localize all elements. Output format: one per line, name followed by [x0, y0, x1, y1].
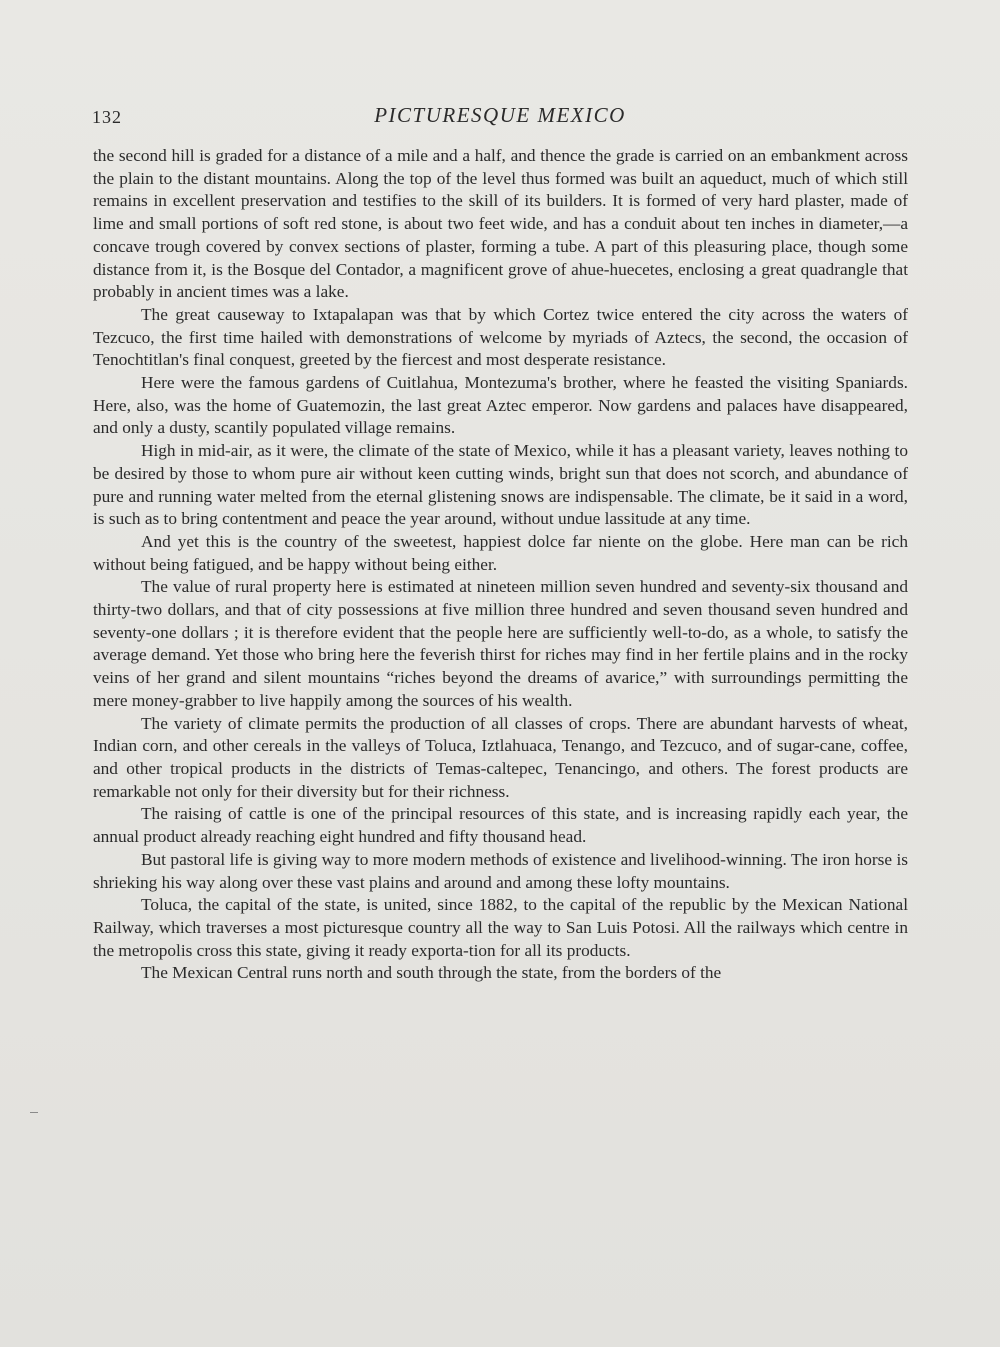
page-number: 132 — [92, 107, 122, 127]
body-text — [93, 145, 908, 985]
paragraph: High in mid-air, as it were, the climate of the state of Mexico, while it has a pleasant variety, leaves nothing to be desired by those to whom pure air without keen cutting winds, bright sun that does not scorch, and abundance of pure and running water melted from the eternal glistening snows are indispensable. The climate, be it said in a word, is such as to bring contentment and peace the year around, without undue lassitude at any time. — [93, 441, 908, 529]
paragraph: The value of rural property here is estimated at nineteen million seven hundred and seventy-six thousand and thirty-two dollars, and that of city possessions at five million three hundred and seven thousand seven hundred and seventy-one dollars ; it is therefore evident that the people here are sufficiently well-to-do, as a whole, to satisfy the average demand. Yet those who bring here the feverish thirst for riches may find in her fertile plains and in the rocky veins of her grand and silent mountains “riches beyond the dreams of avarice,” with surroundings permitting the mere money-grabber to live happily among the sources of his wealth. — [93, 577, 908, 710]
paragraph: And yet this is the country of the sweetest, happiest dolce far niente on the globe. Here man can be rich without being fatigued, and be happy without being either. — [93, 531, 908, 574]
running-title: PICTURESQUE MEXICO — [374, 103, 626, 127]
paragraph: Here were the famous gardens of Cuitlahua, Montezuma's brother, where he feasted the visiting Spaniards. Here, also, was the home of Guatemozin, the last great Aztec emperor. Now gardens and palaces have disappeared, and only a dusty, scantily populated village remains. — [93, 373, 908, 438]
paragraph: the second hill is graded for a distance of a mile and a half, and thence the grade is carried on an embankment across the plain to the distant mountains. Along the top of the level thus formed was built an aqueduct, much of which still remains in excellent preservation and testifies to the skill of its builders. It is formed of very hard plaster, made of lime and small portions of soft red stone, is about two feet wide, and has a conduit about ten inches in diameter,—a concave trough covered by convex sections of plaster, forming a tube. A part of this pleasuring place, though some distance from it, is the Bosque del Contador, a magnificent grove of ahue-huecetes, enclosing a great quadrangle that probably in ancient times was a lake. — [93, 146, 908, 302]
paragraph: The Mexican Central runs north and south through the state, from the borders of the — [141, 963, 722, 983]
page-header — [90, 103, 910, 133]
paragraph: The raising of cattle is one of the principal resources of this state, and is increasing rapidly each year, the annual product already reaching eight hundred and fifty thousand head. — [93, 804, 908, 847]
paragraph: But pastoral life is giving way to more modern methods of existence and livelihood-winning. The iron horse is shrieking his way along over these vast plains and around and among these lofty mountains. — [93, 849, 908, 892]
paragraph: Toluca, the capital of the state, is united, since 1882, to the capital of the republic by the Mexican National Railway, which traverses a most picturesque country all the way to San Luis Potosi. All the railways which centre in the metropolis cross this state, giving it ready exporta-tion for all its products. — [93, 895, 908, 960]
paragraph: The variety of climate permits the production of all classes of crops. There are abundant harvests of wheat, Indian corn, and other cereals in the valleys of Toluca, Iztlahuaca, Tenango, and Tezcuco, and of sugar-cane, coffee, and other tropical products in the districts of Temas-caltepec, Tenancingo, and others. The forest products are remarkable not only for their diversity but for their richness. — [93, 713, 908, 801]
margin-mark — [30, 1112, 38, 1113]
paragraph: The great causeway to Ixtapalapan was that by which Cortez twice entered the city across the waters of Tezcuco, the first time hailed with demonstrations of welcome by myriads of Aztecs, the second, the occasion of Tenochtitlan's final conquest, greeted by the fiercest and most desperate resistance. — [93, 304, 908, 370]
